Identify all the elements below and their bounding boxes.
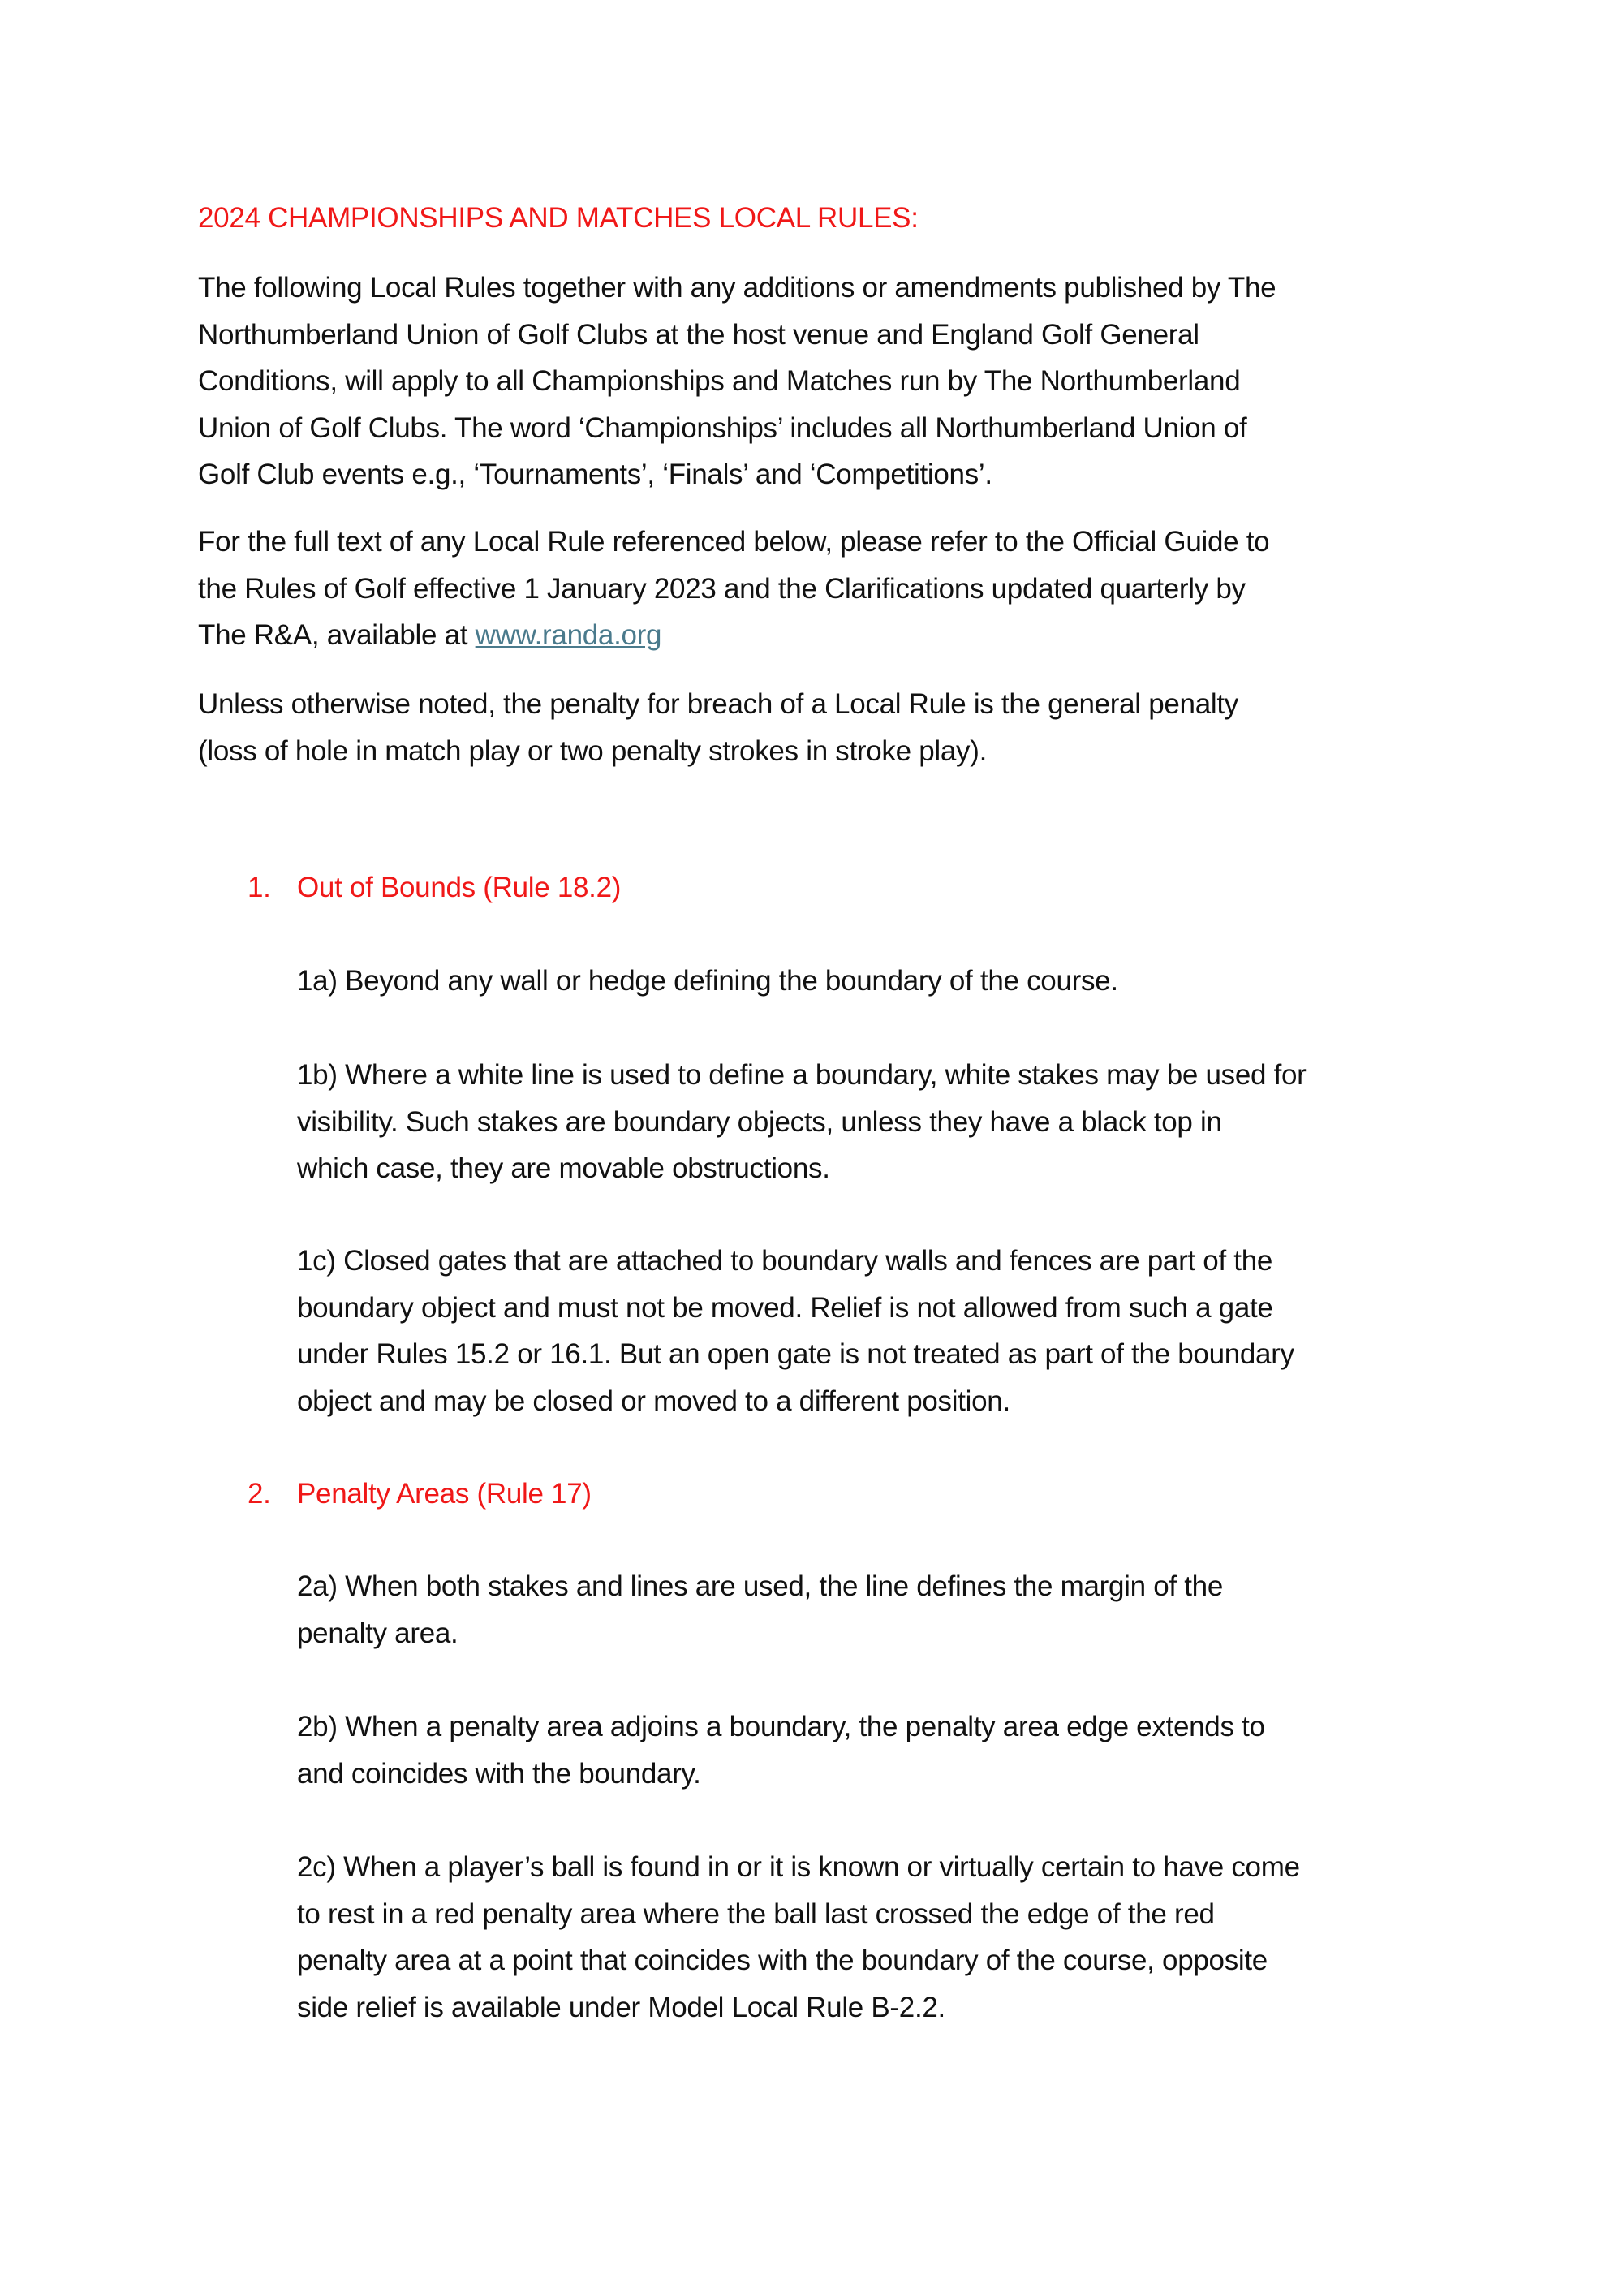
text-line: under Rules 15.2 or 16.1. But an open gate is not treated as part of the boundary	[297, 1338, 1294, 1370]
section-title: Out of Bounds (Rule 18.2)	[297, 872, 622, 903]
text-line: visibility. Such stakes are boundary objects, unless they have a black top in	[297, 1105, 1222, 1138]
text-line: 1b) Where a white line is used to define a boundary, white stakes may be used for	[297, 1059, 1307, 1091]
text-line	[198, 612, 1269, 659]
text-line: 2a) When both stakes and lines are used, the line defines the margin of the	[297, 1570, 1223, 1602]
text-line: 2b) When a penalty area adjoins a boundary, the penalty area edge extends to	[297, 1711, 1265, 1742]
text-line: Unless otherwise noted, the penalty for breach of a Local Rule is the general penalty	[198, 688, 1238, 720]
text-line: 1a) Beyond any wall or hedge defining the boundary of the course.	[297, 965, 1118, 997]
text-line: side relief is available under Model Local Rule B-2.2.	[297, 1991, 945, 2023]
rule-item-1a	[297, 958, 1118, 1005]
section-number: 1.	[248, 872, 271, 903]
text-line: to rest in a red penalty area where the ball last crossed the edge of the red	[297, 1898, 1215, 1930]
text-segment: The R&A, available at	[198, 619, 476, 651]
intro-paragraph	[198, 265, 1276, 498]
penalty-paragraph	[198, 681, 1238, 774]
reference-paragraph	[198, 519, 1269, 659]
text-line: Union of Golf Clubs. The word ‘Championships’ includes all Northumberland Union of	[198, 411, 1247, 444]
section-heading-out-of-bounds	[0, 864, 1623, 911]
document-heading: 2024 CHAMPIONSHIPS AND MATCHES LOCAL RULES:	[198, 202, 919, 234]
text-line: 2c) When a player’s ball is found in or it is known or virtually certain to have come	[297, 1851, 1300, 1883]
rule-item-1b	[297, 1052, 1307, 1192]
text-line: and coincides with the boundary.	[297, 1757, 701, 1790]
rule-item-2a	[297, 1563, 1223, 1656]
text-line: (loss of hole in match play or two penalty strokes in stroke play).	[198, 734, 988, 767]
randa-link[interactable]: www.randa.org	[475, 619, 662, 651]
text-line: the Rules of Golf effective 1 January 2023 and the Clarifications updated quarterly by	[198, 572, 1246, 605]
rule-item-2b	[297, 1704, 1265, 1797]
text-line: Conditions, will apply to all Championships and Matches run by The Northumberland	[198, 365, 1241, 397]
rule-item-1c	[297, 1238, 1294, 1424]
section-number: 2.	[248, 1478, 271, 1510]
text-line: penalty area at a point that coincides with the boundary of the course, opposite	[297, 1945, 1268, 1976]
text-line: 1c) Closed gates that are attached to boundary walls and fences are part of the	[297, 1245, 1273, 1277]
rule-item-2c	[297, 1844, 1300, 2031]
section-title: Penalty Areas (Rule 17)	[297, 1478, 592, 1510]
text-line: Northumberland Union of Golf Clubs at the host venue and England Golf General	[198, 318, 1199, 351]
section-heading-penalty-areas	[0, 1471, 1623, 1518]
text-line: penalty area.	[297, 1617, 458, 1649]
text-line: Golf Club events e.g., ‘Tournaments’, ‘Finals’ and ‘Competitions’.	[198, 459, 992, 490]
text-line: For the full text of any Local Rule referenced below, please refer to the Official Guide to	[198, 526, 1270, 558]
text-line: object and may be closed or moved to a different position.	[297, 1385, 1010, 1417]
text-line: The following Local Rules together with any additions or amendments published by The	[198, 272, 1276, 304]
text-line: which case, they are movable obstructions.	[297, 1152, 830, 1184]
text-line: boundary object and must not be moved. Relief is not allowed from such a gate	[297, 1291, 1273, 1324]
